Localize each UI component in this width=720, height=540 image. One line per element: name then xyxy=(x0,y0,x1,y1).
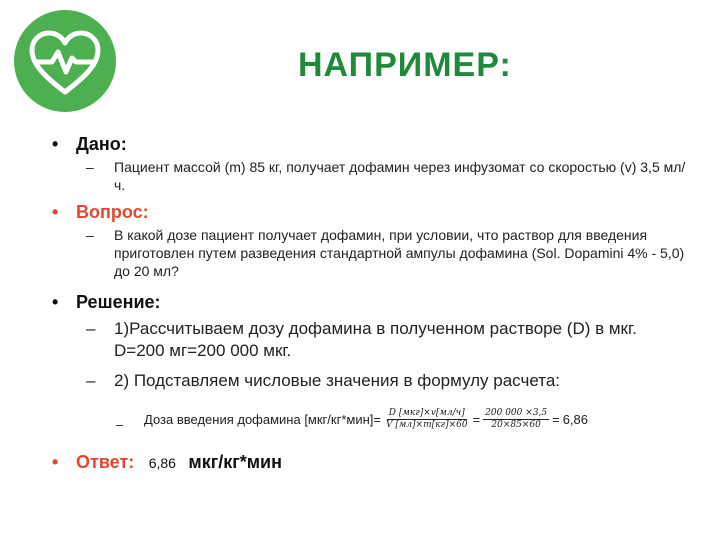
page-title: НАПРИМЕР: xyxy=(298,46,512,84)
answer-label: Ответ: xyxy=(76,452,135,472)
dash: – xyxy=(86,319,96,338)
heart-pulse-icon xyxy=(14,10,116,112)
given-text: – Пациент массой (m) 85 кг, получает дофамин через инфузомат со скоростью (v) 3,5 мл/ч. xyxy=(86,159,686,193)
question-heading: • Вопрос: xyxy=(52,202,149,222)
answer-unit: мкг/кг*мин xyxy=(188,452,282,472)
formula-equals: = xyxy=(472,411,481,427)
question-text: – В какой дозе пациент получает дофамин, при условии, что раствор для введения приготовлен путем разведения стандартной ампулы дофамина (Sol. Dopamini 4% - 5,0) до 20 мл? xyxy=(86,227,685,279)
solution-step-1: – 1)Рассчитываем дозу дофамина в полученном растворе (D) в мкг. D=200 мг=200 000 мкг. xyxy=(86,319,637,360)
dash: – xyxy=(116,417,124,432)
formula-equals-2: = xyxy=(552,411,560,427)
bullet: • xyxy=(52,134,59,154)
formula-fraction-1: $\frac{\text{D [мкг]×v[мл/ч]}}{V [мл]\times m[кг]\times 60}$ xyxy=(385,408,468,430)
heart-pulse-logo xyxy=(14,10,116,112)
solution-step-2: – 2) Подставляем числовые значения в формулу расчета: xyxy=(86,371,561,390)
slide-content xyxy=(46,128,686,477)
dash: – xyxy=(86,159,94,175)
dash: – xyxy=(86,371,96,390)
answer-line xyxy=(46,449,686,477)
formula-line xyxy=(46,408,686,431)
formula-label: Доза введения дофамина [мкг/кг*мин]= xyxy=(144,411,381,427)
dose-formula xyxy=(144,408,588,431)
formula-result: 6,86 xyxy=(562,411,589,427)
formula-fraction-2: $\frac{200 000 \times 3,5}{20\times 85\times 60}$ xyxy=(485,408,548,430)
given-heading: • Дано: xyxy=(52,134,127,154)
bullet: • xyxy=(52,292,59,312)
answer-value: 6,86 xyxy=(148,455,176,471)
dash: – xyxy=(86,227,94,243)
bullet: • xyxy=(52,452,59,472)
solution-heading: • Решение: xyxy=(52,292,161,312)
bullet: • xyxy=(52,202,59,222)
